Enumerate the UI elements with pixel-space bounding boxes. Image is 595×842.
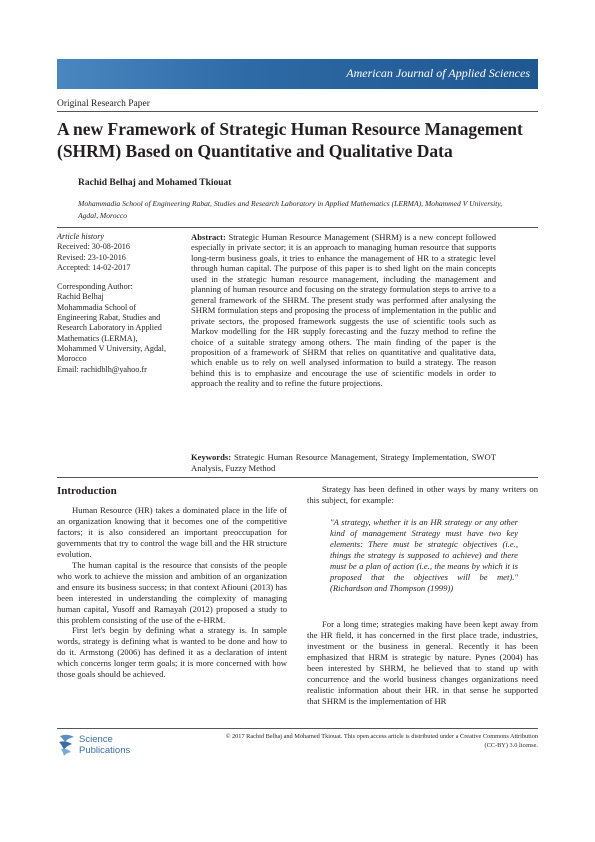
license-line2: (CC-BY) 3.0 license. [484, 741, 538, 749]
keywords-label: Keywords: [191, 452, 232, 462]
corresponding-label: Corresponding Author: [57, 282, 133, 292]
block-quote: "A strategy, whether it is an HR strategy or any other kind of management Strategy must have two key elements: There must be strategic objectives (i.e., things the strategy is supposed to achieve) and there must be a plan of action (i.e., the means by which it is proposed that the objectives will be met)." (Richardson and Thompson (1999)) [330, 517, 518, 593]
paper-title: A new Framework of Strategic Human Resource Management (SHRM) Based on Quantitative and Qualitative Data [57, 119, 523, 161]
affiliation: Mohammadia School of Engineering Rabat, Studies and Research Laboratory in Applied Mathematics (LERMA), Mohammed V University, Agdal, Morocco [78, 199, 503, 220]
corresponding-email[interactable]: Email: rachidblh@yahoo.fr [57, 364, 147, 374]
divider [57, 111, 538, 112]
paper-type: Original Research Paper [57, 99, 150, 109]
paragraph: For a long time; strategies making have been kept away from the HR field, it has concerned in the first place trade, industries, investment or the business in general. Recently it has been emphasized that HRM is strategic by nature. Pynes (2004) has been interested by SHRM, he believed that to stand up with concurrence and the world business changes organizations need realistic information about their HR. in that sense he supported that SHRM is the implementation of HR [307, 619, 538, 706]
accepted-date: Accepted: 14-02-2017 [57, 262, 131, 272]
journal-name: American Journal of Applied Sciences [346, 66, 530, 80]
journal-banner [57, 59, 538, 89]
publisher-logo-icon [57, 733, 77, 757]
article-meta [57, 232, 175, 375]
abstract-text: Strategic Human Resource Management (SHRM) is a new concept followed especially in private sector; it is an approach to managing human resource that supports long-term business goals, it tries to enhance the management of HR to a strategic level through human capital. The purpose of this paper is to shed light on the main concepts used in the strategic human resource management, including the management and planning of human resource and focusing on the strategy formulation steps to arrive to a general framework of the SHRM. The present study was performed after analysing the SHRM formulation steps and proposing the process of implementation in the public and private sectors, the proposed framework suggests the use of scientific tools such as Markov modelling for the HR supply forecasting and the fuzzy method to refine the choice of a suitable strategy among others. The main finding of the paper is the proposition of a framework of SHRM that relies on quantitative and qualitative data, which enable us to rely on well analysed information to build a strategy. The reason behind this is to emphasize and encourage the use of scientific models in order to approach the reality and to refine the future projections. [191, 232, 496, 389]
right-column-bottom [307, 619, 538, 707]
corresponding-address: Mohammadia School of Engineering Rabat, Studies and Research Laboratory in Applied Mathematics (LERMA), Mohammed V University, Agdal, Morocco [57, 302, 167, 364]
divider [57, 227, 538, 228]
keywords-text: Strategic Human Resource Management, Strategy Implementation, SWOT Analysis, Fuzzy Method [191, 452, 496, 473]
publisher-logo [57, 733, 137, 759]
license-footer [170, 733, 538, 750]
logo-line2: Publications [79, 745, 131, 756]
paragraph: The human capital is the resource that consists of the people who work to achieve the mission and ambition of an organization and ensure its business success; in that context Afiouni (2013) has been interested in understanding the complexity of managing human capital, Yusoff and Ramayah (2012) proposed a study to this problem consisting of the use of the e-HRM. [57, 559, 287, 625]
divider [57, 477, 538, 478]
revised-date: Revised: 23-10-2016 [57, 252, 126, 262]
divider [57, 728, 538, 729]
abstract [191, 232, 496, 389]
license-line1: © 2017 Rachid Belhaj and Mohamed Tkiouat. This open access article is distributed under a Creative Commons Attribution [225, 733, 538, 740]
authors: Rachid Belhaj and Mohamed Tkiouat [78, 178, 232, 188]
paragraph: Strategy has been defined in other ways by many writers on this subject, for example: [307, 484, 538, 505]
right-column-top [307, 484, 538, 506]
abstract-label: Abstract: [191, 232, 226, 242]
paragraph: Human Resource (HR) takes a dominated place in the life of an organization knowing that it becomes one of the competitive factors; it is also considered an important preoccupation for governments that try to control the wage bill and the HR structure evolution. [57, 505, 287, 559]
introduction-heading: Introduction [57, 485, 117, 497]
keywords [191, 452, 496, 473]
left-column [57, 505, 287, 680]
corresponding-name: Rachid Belhaj [57, 292, 104, 302]
logo-line1: Science [79, 734, 113, 745]
article-history-label: Article history [57, 232, 105, 241]
paragraph: First let's begin by defining what a strategy is. In sample words, strategy is defining what is wanted to be done and how to do it. Armstong (2006) has defined it as a declaration of intent which concerns longer term goals; it is more concerned with how those goals should be achieved. [57, 625, 287, 680]
received-date: Received: 30-08-2016 [57, 242, 130, 252]
